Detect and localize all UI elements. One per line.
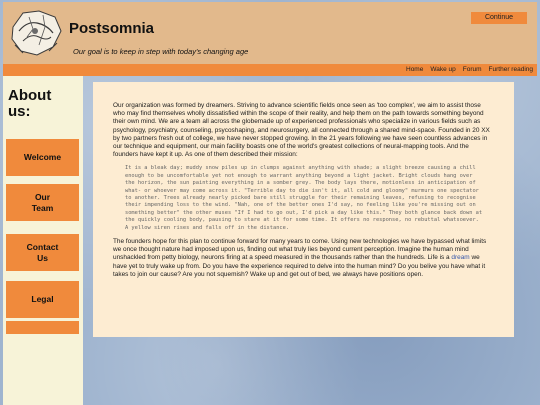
intro-paragraph: Our organization was formed by dreamers. Striving to advance scientific fields once seen as 'too complex', we aim to assist those who may find themselves wholly dissatisfied within the scope of their reality, and help them on the path towards something beyond their own mind. We are a team all across the globemade up of experienced professionals who specialize in various fields such as psychology, psychiatry, counseling, psycoshaping, and neurosurgery, all connected through a shared mind-space. Founded in 20 XX by two partners fresh out of college, we have never stopped growing. In the 21 years following we have seen countless advances in our technique and equipment, our main facility boasts one of the world's greatest collections of neural-mapping tools. And the founders have kept it up. As one of them described their mission: xyxy=(113,102,490,159)
site-title: Postsomnia xyxy=(69,20,155,37)
dream-link[interactable]: dream xyxy=(451,254,470,262)
sidebar-heading: About us: xyxy=(8,87,52,120)
sidebar-welcome-button[interactable]: Welcome xyxy=(6,139,79,176)
site-tagline: Our goal is to keep in step with today's changing age xyxy=(73,47,249,56)
sidebar-legal-button[interactable]: Legal xyxy=(6,281,79,318)
top-navbar xyxy=(3,64,537,76)
sidebar-our-team-label: Our Team xyxy=(31,191,54,213)
nav-home-link[interactable]: Home xyxy=(406,66,424,73)
sidebar-spacer xyxy=(6,321,79,334)
closing-paragraph xyxy=(113,238,494,279)
sidebar xyxy=(3,76,83,405)
nav-further-reading-link[interactable]: Further reading xyxy=(488,66,533,73)
sidebar-contact-us-button[interactable] xyxy=(6,234,79,271)
main-content xyxy=(93,82,514,337)
closing-text-end: we have yet to truly wake up from. Do you have the experience required to delve into the human mind? Do you belive you have what it takes to join our cause? Are you not squemish? Wake up and get out of bed, we always have positions open. xyxy=(113,254,486,278)
nav-wake-up-link[interactable]: Wake up xyxy=(430,66,456,73)
nav-links xyxy=(406,64,533,76)
nav-forum-link[interactable]: Forum xyxy=(462,66,482,73)
sidebar-our-team-button[interactable] xyxy=(6,184,79,221)
founder-quote: It is a bleak day; muddy snow piles up in clumps against anything with shade; a slight breeze causing a chill enough to be uncomfortable yet not enough to warrant anything beyond a light jacket. Bright clouds hang over the horizon, the sun painting everything in a somber grey. The body lays there, motionless in anticipation of what- or whoever may come across it. "Terrible day to die isn't it, all cold and gloomy" murmurs one spectator to another. Trees already nearly picked bare still struggle for their remaining leaves, refusing to recognise their impending loss to the wind. "Nah, one of the better ones I'd say, no feeling like you're missing out on something better" the other muses "If I had to go out, I'd pick a day like this." They both glance back down at the quickly cooling body, pausing to stare at it for some time. It offers no response, no rebuttal whatsoever. A yellow siren rises and falls off in the distance. xyxy=(125,165,483,231)
site-header xyxy=(3,2,537,64)
site-logo[interactable] xyxy=(9,7,65,59)
sidebar-contact-us-label: Contact Us xyxy=(26,241,59,263)
continue-button[interactable]: Continue xyxy=(471,12,527,24)
closing-text-start: The founders hope for this plan to continue forward for many years to come. Using new technologies we have bypassed what limits we once thought nature had imposed upon us, finding out what truly lies beyond current perception. Imagine the human mind unshackled from petty biology, neurons firing at a speed measured in the thousands rather than the hundreds. Life is a xyxy=(113,238,487,262)
